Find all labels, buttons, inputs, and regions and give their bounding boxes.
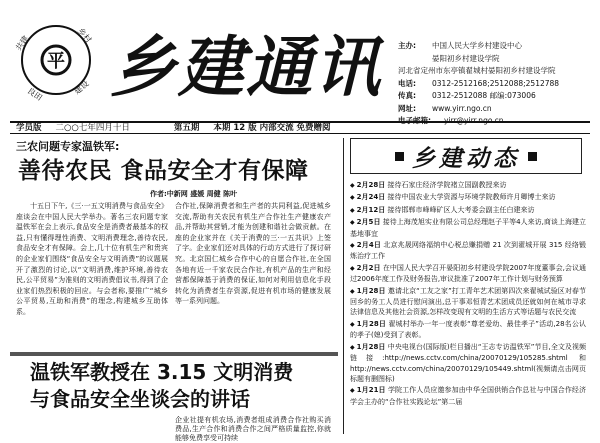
news-text: 接待邯郸市峰峰矿区人大考委会副主任白建来访 — [387, 205, 535, 214]
info-value: 0312-2512168;2512088;2512788 — [432, 78, 560, 88]
lead-kicker: 三农问题专家温铁军: — [16, 140, 120, 153]
svg-text:平: 平 — [47, 51, 65, 72]
news-text: 学院工作人员应邀参加由中华全国供销合作总社与中国合作经济学会主办的“合作社实践论坛”第二届 — [350, 386, 586, 406]
info-label: 主办: — [398, 41, 416, 50]
news-text: 中央电视台(国际版)栏目播出“王志专访温铁军”节目,全文及视频链接:http://news.cctv.com/china/20070129/105285.shtml 和 http://news.cctv.com/china/20070129/105449.shtml(视频请点击网页标题有删图标) — [350, 342, 586, 383]
news-item — [350, 286, 586, 318]
feature-divider — [10, 352, 338, 356]
issue-date: 二○○七年四月十日 — [55, 123, 130, 133]
svg-text:乡村: 乡村 — [75, 26, 94, 45]
news-item — [350, 180, 586, 191]
news-item — [350, 217, 586, 239]
info-row — [398, 40, 596, 53]
lead-headline: 善待农民 食品安全才有保障 — [18, 157, 309, 184]
lead-byline: 作者:中新网 盛媛 周健 陈叶 — [150, 190, 238, 198]
news-date: ◆ 2月12日 — [350, 206, 385, 214]
news-date: ◆ 2月4日 — [350, 241, 381, 249]
news-text: 接待石家庄经济学院褚立国副教授来访 — [387, 181, 507, 189]
website-link[interactable]: www.yirr.ngo.cn — [432, 103, 492, 113]
info-value: 中国人民大学乡村建设中心 — [432, 41, 522, 50]
info-label: 电子邮箱: — [398, 116, 431, 125]
info-row — [398, 65, 596, 78]
news-list — [350, 180, 586, 434]
publisher-info — [398, 40, 596, 128]
news-text: 在中国人民大学召开晏阳初乡村建设学院2007年度董事会,会议通过2006年度工作及财务报告,审议批准了2007年工作计划与财务预算 — [350, 263, 586, 284]
news-item — [350, 192, 586, 203]
info-value: 河北省定州市东亭镇翟城村晏阳初乡村建设学院 — [398, 66, 556, 75]
column-divider — [343, 138, 344, 434]
masthead-title: 乡建通讯 — [110, 28, 382, 106]
news-item — [350, 385, 586, 407]
news-date: ◆ 2月5日 — [350, 218, 380, 226]
news-text: 北京兆晟网络福纳中心税总赚捐赠 21 次到翟城开展 315 经络锻炼治疗工作 — [350, 241, 586, 261]
svg-text:良田: 良田 — [25, 85, 44, 103]
news-item — [350, 342, 586, 385]
news-section-header — [350, 138, 582, 174]
news-item — [350, 240, 586, 262]
news-date: ◆ 1月28日 — [350, 320, 386, 328]
info-label: 电话: — [398, 78, 416, 88]
feature-headline — [30, 359, 340, 413]
info-label: 网址: — [398, 103, 416, 113]
news-item — [350, 263, 586, 285]
feature-headline-line-2: 与食品安全坐谈会的讲话 — [30, 387, 250, 411]
seal-icon — [6, 8, 106, 108]
info-label — [398, 53, 432, 66]
news-text: 翟城村举办一年一度表彰“尊老爱幼、最佳孝子”活动,28名公认的孝子(媳)受到了表彰。 — [350, 319, 586, 340]
news-text: 接待上海茂旭实业有限公司总经理赵子平等4人来访,商谈上海建立基地事宜 — [350, 218, 586, 238]
news-date: ◆ 1月28日 — [350, 343, 385, 351]
lead-body-col-1: 十五日下午,《三·一五文明消费与食品安全》座谈会在中国人民大学举办。著名三农问题专家温铁军在会上表示,食品安全是消费者最基本的权益,只有懂得理性消费、文明消费理念,善待农民,食品安全才有保障。会上,几十位有机生产和贵宾的企业家们围绕“食品安全与文明消费”的议题展开了激烈的讨论,以“文明消费,维护环境,善待农民,公平贸易”为准则的文明消费倡议书,得到了企业家们热烈积极的回应。与会者称,要推广“城乡公平贸易,互助和消费”的理念,构建城乡互助体系。 — [16, 202, 168, 316]
dateline — [10, 121, 590, 134]
news-text: 接待中国农业大学资源与环境学院教师许月卿博士来访 — [387, 193, 556, 202]
info-row — [398, 90, 596, 103]
svg-text:共建: 共建 — [13, 34, 31, 53]
info-value: 0312-2512088 邮编:073006 — [432, 91, 536, 100]
news-date: ◆ 2月2日 — [350, 264, 381, 272]
info-row — [398, 103, 596, 116]
svg-text:建设: 建设 — [72, 78, 91, 97]
info-row — [398, 78, 596, 91]
email-link[interactable]: yirr@yirr.ngo.cn — [444, 116, 504, 125]
news-text: 邀请北京“工友之家”打工青年艺术团第四次来翟城试验区对春节回乡的务工人员进行慰问演出,总干事邓恒青艺术团成员还就如何在城市寻求法律信息及其他社会资源,怎样改变现有文明的生活方式等话题与农民交流 — [350, 286, 586, 317]
news-section-title: 乡建动态 — [412, 144, 520, 172]
info-label: 传真: — [398, 91, 416, 100]
news-date: ◆ 1月21日 — [350, 386, 386, 394]
issue-number: 第五期 — [173, 123, 200, 133]
square-bullet-icon — [528, 152, 537, 161]
news-item — [350, 205, 586, 216]
square-bullet-icon — [395, 152, 404, 161]
info-row — [398, 53, 596, 66]
feature-headline-line-1: 温铁军教授在 3.15 文明消费 — [30, 360, 294, 384]
feature-teaser: 企业社提有机农场,消费者组成消费合作社购买消费品,生产合作和消费合作之间严格质量监控,你就能够免费享受可持续 — [175, 416, 331, 442]
newspaper-logo — [6, 8, 106, 108]
issue-note: 本期 12 版 内部交流 免费赠阅 — [213, 123, 331, 133]
news-date: ◆ 2月28日 — [350, 181, 385, 189]
edition-label: 学员版 — [16, 123, 42, 133]
news-item — [350, 319, 586, 341]
info-value: 晏阳初乡村建设学院 — [432, 53, 500, 63]
news-date: ◆ 1月28日 — [350, 287, 386, 295]
lead-body-col-2: 合作社,保障消费者和生产者的共同利益,促进城乡交流,帮助有关农民有机生产合作社生产健康农产品,并帮助其营销,才能为创建和谐社会做贡献。在座的企业家并在《关于消费的三·一五共识》上签了字。企业家们还对具体的行动方式进行了探讨研究。北京国仁城乡合作中心的自愿合作社,在全国各地有近一千家农民合作社,有机产品的生产和经营都保障基于消费的保证,如何对利用信息化手段转化为消费者生存资源,促进有机市场的健康发展等一系列问题。 — [175, 202, 331, 306]
news-date: ◆ 2月24日 — [350, 193, 385, 201]
